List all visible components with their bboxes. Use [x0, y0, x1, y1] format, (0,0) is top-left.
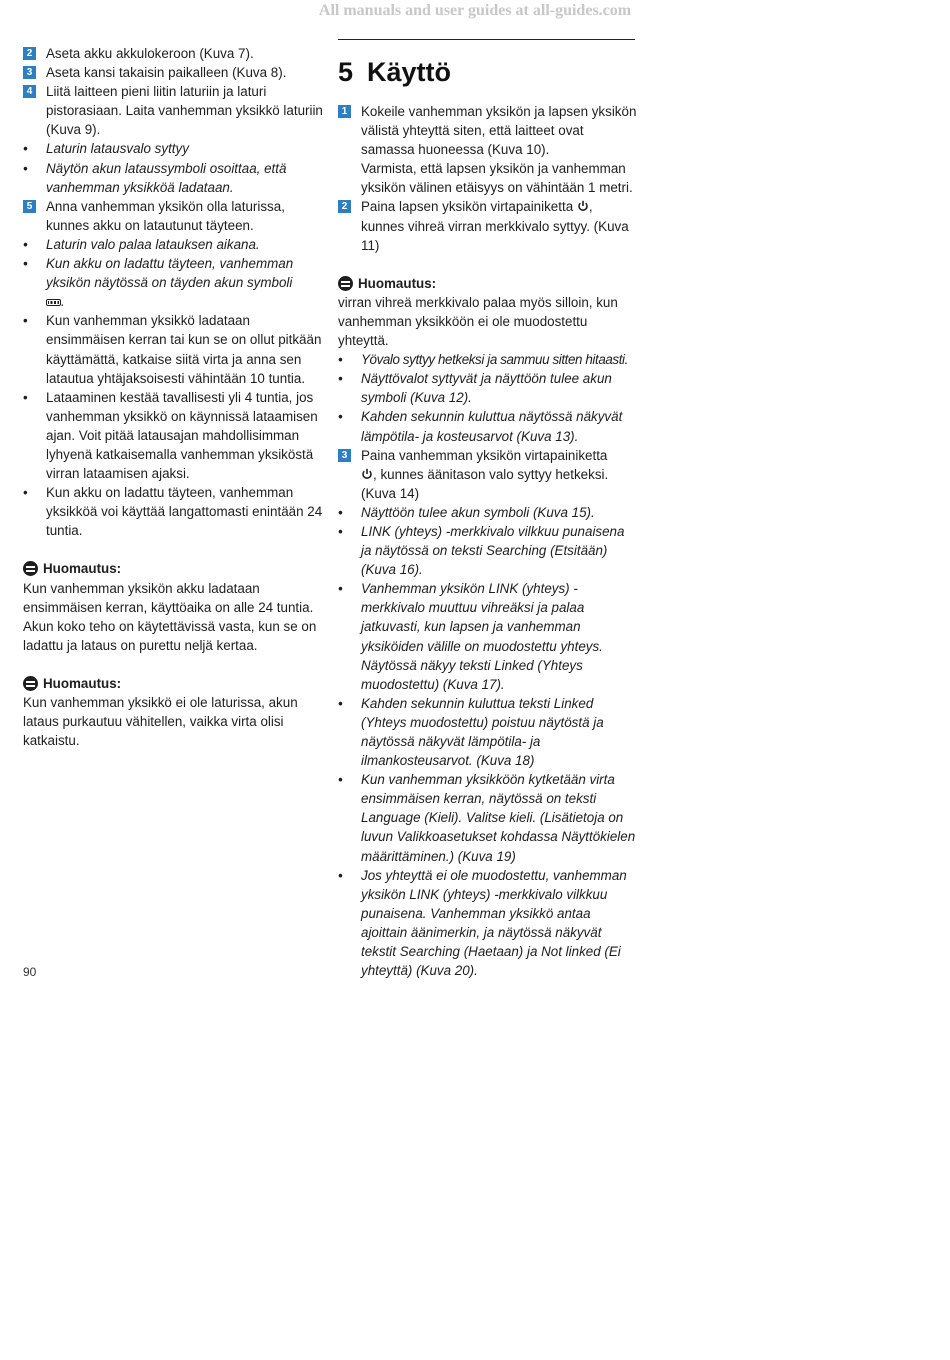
list-item: • Kun akku on ladattu täyteen, vanhemman yksikön näytössä on täyden akun symboli . — [23, 254, 323, 311]
step-text: Kokeile vanhemman yksikön ja lapsen yksikön välistä yhteyttä siten, että laitteet ovat samassa huoneessa (Kuva 10). — [361, 104, 637, 158]
note-heading — [23, 674, 323, 693]
note-bullets — [338, 350, 638, 445]
note-icon — [23, 676, 38, 691]
power-icon — [361, 468, 373, 480]
step-3 — [338, 446, 638, 503]
step-text-cont: , kunnes vihreä virran merkkivalo syttyy. (Kuva 11) — [361, 199, 629, 253]
list-item: • Näytön akun lataussymboli osoittaa, että vanhemman yksikköä ladataan. — [23, 159, 323, 197]
section-number: 5 — [338, 57, 354, 87]
list-item: • LINK (yhteys) -merkkivalo vilkkuu punaisena ja näytössä on teksti Searching (Etsitään) (Kuva 16). — [338, 522, 638, 579]
note-title: Huomautus: — [358, 275, 437, 291]
step-badge: 4 — [23, 85, 36, 98]
note-text: Kun vanhemman yksikkö ei ole laturissa, akun lataus purkautuu vähitellen, vaikka virta olisi katkaistu. — [23, 695, 298, 749]
step-2 — [338, 197, 638, 254]
note-icon — [338, 276, 353, 291]
watermark: All manuals and user guides at all-guides.com — [318, 2, 632, 19]
step-text: Paina vanhemman yksikön virtapainiketta — [361, 447, 608, 463]
section-heading — [338, 44, 638, 102]
page-number: 90 — [23, 965, 37, 979]
section-rule — [338, 39, 635, 40]
note-title: Huomautus: — [43, 675, 122, 691]
step-1 — [338, 102, 638, 197]
step-badge: 1 — [338, 105, 351, 118]
step-3-bullets — [338, 503, 638, 980]
step-text-extra: Varmista, että lapsen yksikön ja vanhemman yksikön välinen etäisyys on vähintään 1 metri. — [361, 161, 633, 196]
step-badge: 5 — [23, 200, 36, 213]
list-item: • Kahden sekunnin kuluttua näytössä näkyvät lämpötila- ja kosteusarvot (Kuva 13). — [338, 407, 638, 445]
list-item: • Kahden sekunnin kuluttua teksti Linked (Yhteys muodostettu) poistuu näytöstä ja näytössä näkyvät lämpötila- ja ilmankosteusarvot. (Kuva 18) — [338, 694, 638, 770]
note — [338, 274, 638, 446]
list-item: • Vanhemman yksikön LINK (yhteys) -merkkivalo muuttuu vihreäksi ja palaa jatkuvasti, kun lapsen ja vanhemman yksiköiden välille on muodostettu yhteys. Näytössä näkyy teksti Linked (Yhteys muodostettu) (Kuva 17). — [338, 579, 638, 694]
step-badge: 3 — [23, 66, 36, 79]
list-item: • Laturin latausvalo syttyy — [23, 139, 323, 158]
note-heading — [23, 559, 323, 578]
step-text: Liitä laitteen pieni liitin laturiin ja laturi pistorasiaan. Laita vanhemman yksikkö laturiin (Kuva 9). — [46, 84, 323, 138]
right-column — [338, 44, 638, 980]
section-title: Käyttö — [367, 57, 452, 87]
list-item: • Kun akku on ladattu täyteen, vanhemman yksikköä voi käyttää langattomasti enintään 24 tuntia. — [23, 483, 323, 540]
list-item-text: Kun akku on ladattu täyteen, vanhemman yksikön näytössä on täyden akun symboli — [46, 256, 294, 291]
step-text: Paina lapsen yksikön virtapainiketta — [361, 199, 577, 215]
step-text: Aseta kansi takaisin paikalleen (Kuva 8). — [46, 65, 287, 81]
step-text-cont: , kunnes äänitason valo syttyy hetkeksi. (Kuva 14) — [361, 466, 609, 501]
list-item: • Lataaminen kestää tavallisesti yli 4 tuntia, jos vanhemman yksikkö on käynnissä lataamisen ajan. Voit pitää latausajan mahdollisimman lyhyenä katkaisemalla vanhemman yksiköstä virran lataamisen ajaksi. — [23, 388, 323, 483]
note-1 — [23, 559, 323, 654]
step-5 — [23, 197, 323, 235]
list-item: • Jos yhteyttä ei ole muodostettu, vanhemman yksikön LINK (yhteys) -merkkivalo vilkkuu punaisena. Vanhemman yksikkö antaa ajoittain äänimerkin, ja näytössä näkyvät tekstit Searching (Haetaan) ja Not linked (Ei yhteyttä) (Kuva 20). — [338, 866, 638, 981]
list-item: • Näyttöön tulee akun symboli (Kuva 15). — [338, 503, 638, 522]
note-heading — [338, 274, 638, 293]
list-item: • Kun vanhemman yksikkö ladataan ensimmäisen kerran tai kun se on ollut pitkään käyttämättä, katkaise siitä virta ja anna sen latautua yhtäjaksoisesti vähintään 10 tuntia. — [23, 311, 323, 387]
step-5-bullets — [23, 235, 323, 541]
step-text: Anna vanhemman yksikön olla laturissa, kunnes akku on latautunut täyteen. — [46, 198, 285, 233]
left-column — [23, 44, 323, 750]
step-badge: 2 — [23, 47, 36, 60]
note-text: Kun vanhemman yksikön akku ladataan ensimmäisen kerran, käyttöaika on alle 24 tuntia. Akun koko teho on käytettävissä vasta, kun se on ladattu ja lataus on purettu neljä kertaa. — [23, 580, 317, 653]
power-icon — [577, 200, 589, 212]
step-4 — [23, 82, 323, 139]
full-battery-icon — [46, 299, 61, 306]
note-title: Huomautus: — [43, 561, 122, 577]
list-item: • Kun vanhemman yksikköön kytketään virta ensimmäisen kerran, näytössä on teksti Language (Kieli). Valitse kieli. (Lisätietoja on luvun Valikkoasetukset kohdassa Näyttökielen määrittäminen.) (Kuva 19) — [338, 770, 638, 865]
step-3 — [23, 63, 323, 82]
step-badge: 2 — [338, 200, 351, 213]
step-badge: 3 — [338, 449, 351, 462]
step-text: Aseta akku akkulokeroon (Kuva 7). — [46, 46, 254, 61]
list-item: • Yövalo syttyy hetkeksi ja sammuu sitten hitaasti. — [338, 350, 638, 369]
note-icon — [23, 561, 38, 576]
step-2 — [23, 44, 323, 63]
note-2 — [23, 674, 323, 750]
list-item: • Laturin valo palaa latauksen aikana. — [23, 235, 323, 254]
note-text: virran vihreä merkkivalo palaa myös silloin, kun vanhemman yksikköön ei ole muodostettu yhteyttä. — [338, 294, 618, 349]
step-4-bullets — [23, 139, 323, 196]
list-item: • Näyttövalot syttyvät ja näyttöön tulee akun symboli (Kuva 12). — [338, 369, 638, 407]
